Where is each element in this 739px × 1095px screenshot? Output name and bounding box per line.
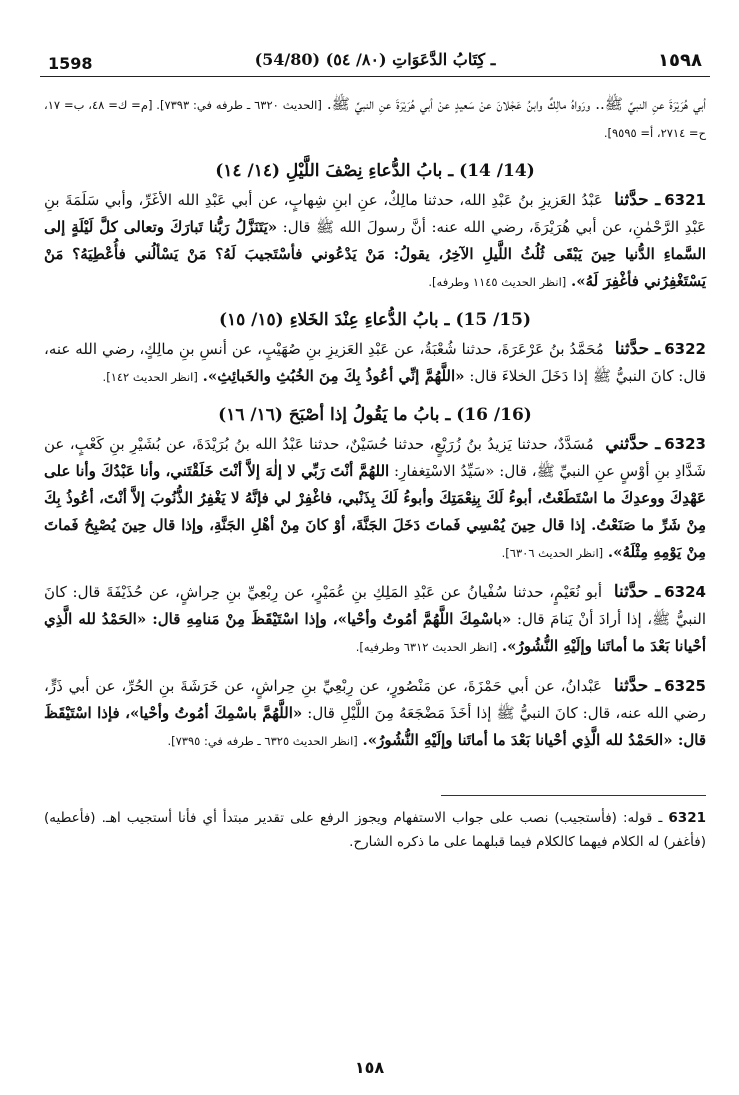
hadith-number: 6321	[664, 191, 706, 209]
hadith-matn: «باسْمِكَ اللَّهُمَّ أمُوتُ وأحْيا»، وإذا اسْتَيْقَظَ مِنْ مَنامِهِ قال: «الحَمْدُ لله الَّذِي أحْيانا بَعْدَ ما أماتَنا وإلَيْهِ النُّشُورُ».	[44, 610, 706, 655]
hadith-chain: أبو نُعَيْمٍ، حدثنا سُفْيانُ عن عَبْدِ المَلِكِ بنِ عُمَيْرٍ، عن رِبْعِيِّ بنِ حِراشٍ، عن حُذَيْفَةَ قال: كانَ النبيُّ ﷺ، إذا أرادَ أنْ يَنامَ قال:	[44, 583, 706, 628]
chapter-heading-15: (15/ 15) ـ بابُ الدُّعاءِ عِنْدَ الخَلاءِ (١٥/ ١٥)	[218, 310, 532, 330]
hadith-matn: «اللَّهُمَّ إنِّي أعُوذُ بِكَ مِنَ الخُبُثِ والخَبائِثِ».	[202, 367, 465, 385]
page-header	[40, 40, 710, 77]
hadith-reference: [انظر الحديث ٦٣٠٦].	[501, 546, 604, 560]
hadith-chain: عَبْدُ العَزيزِ بنُ عَبْدِ الله، حدثنا مالِكٌ، عنِ ابنِ شِهابٍ، عن أبي عَبْدِ الله الأغَرِّ، وأبي سَلَمَةَ بنِ عَبْدِ الرَّحْمٰنِ، عن أبي هُرَيْرَةَ، رضي الله عنه: أنَّ رسولَ الله ﷺ قال:	[44, 191, 706, 236]
hadith-number: 6322	[664, 340, 706, 358]
hadith-6322	[44, 336, 706, 391]
footnote-text: ـ قوله: (فأستجيب) نصب على جواب الاستفهام ويجوز الرفع على تقدير مبتدأ أي فأنا أستجيب اهـ. (فأعطيه) (فأغفر) له الكلام فيهما كالكلام فيما قبلهما على ما ذكره الشارح.	[44, 810, 706, 850]
hadith-reference: [انظر الحديث ١٤٢].	[102, 370, 198, 384]
footnote-number: 6321	[668, 810, 706, 826]
page-number-arabic: ١٥٩٨	[658, 50, 702, 71]
intro-text: أبي هُرَيْرَةَ عنِ النبيِّ ﷺ.. ورَواهُ مالِكٌ وابنُ عَجْلانَ عنْ سَعيدٍ عنْ أبي هُرَيْرَةَ عنِ النبيِّ ﷺ.	[326, 95, 707, 113]
hadith-reference: [انظر الحديث ٦٣٢٥ ـ طرفه في: ٧٣٩٥].	[167, 734, 358, 748]
footnote-separator	[441, 795, 706, 796]
hadith-matn: «اللَّهُمَّ باسْمِكَ أمُوتُ وأحْيا»، فإذا اسْتَيْقَظَ قال: «الحَمْدُ لله الَّذِي أحْيانا بَعْدَ ما أماتَنا وإلَيْهِ النُّشُورُ».	[44, 704, 706, 749]
hadith-chain: مُسَدَّدٌ، حدثنا يَزيدُ بنُ زُرَيْعٍ، حدثنا حُسَيْنٌ، حدثنا عَبْدُ الله بنُ بُرَيْدَةَ، عن بُشَيْرِ بنِ كَعْبٍ، عن شَدَّادِ بنِ أوْسٍ عنِ النبيِّ ﷺ، قال: «سَيِّدُ الاسْتِغفارِ:	[44, 435, 706, 480]
hadith-6324	[44, 579, 706, 661]
footnote	[44, 806, 706, 854]
hadith-6321	[44, 187, 706, 296]
running-title: (54/80) ـ كِتَابُ الدَّعَوَاتِ (٨٠/ ٥٤)	[254, 50, 496, 69]
hadith-number: 6325	[664, 677, 706, 695]
hadith-matn: «يَتَنَزَّلُ رَبُّنا تَبارَكَ وتعالى كلَّ لَيْلَةٍ إلى السَّماءِ الدُّنيا حِينَ يَبْقَى ثُلُثُ اللَّيلِ الآخِرُ، يقولُ: مَنْ يَدْعُوني فأسْتَجيبَ لَهُ؟ مَنْ يَسْألُني فأُعْطِيَهُ؟ مَنْ يَسْتَغْفِرُني فأغْفِرَ لَهُ».	[44, 218, 706, 290]
hadith-reference: [انظر الحديث ١١٤٥ وطرفه].	[428, 275, 567, 289]
chapter-heading-14: (14/ 14) ـ بابُ الدُّعاءِ نِصْفَ اللَّيْلِ (١٤/ ١٤)	[215, 161, 535, 181]
hadith-6325	[44, 673, 706, 755]
hadith-opener: ـ حدَّثنا	[614, 190, 661, 210]
hadith-opener: ـ حدَّثنا	[613, 582, 661, 602]
hadith-opener: ـ حدَّثني	[605, 434, 661, 454]
page-content	[40, 91, 710, 854]
hadith-opener: ـ حدَّثنا	[614, 339, 661, 359]
hadith-chain: مُحَمَّدُ بنُ عَرْعَرَةَ، حدثنا شُعْبَةُ، عن عَبْدِ العَزيزِ بنِ صُهَيْبٍ، عن أنسِ بنِ مالِكٍ، رضي الله عنه، قال: كانَ النبيُّ ﷺ إذا دَخَلَ الخلاءَ قال:	[44, 340, 706, 385]
hadith-opener: ـ حدَّثنا	[613, 676, 661, 696]
hadith-number: 6323	[664, 435, 706, 453]
document-page	[40, 40, 710, 854]
page-number-latin: 1598	[48, 54, 93, 73]
chapter-heading-16: (16/ 16) ـ بابُ ما يَقُولُ إذا أصْبَحَ (١٦/ ١٦)	[218, 405, 532, 425]
page-footer-number: ١٥٨	[354, 1058, 385, 1077]
intro-paragraph	[44, 91, 706, 147]
hadith-matn: اللهُمَّ أنْتَ رَبِّي لا إلٰهَ إلاَّ أنْتَ خَلَقْتَني، وأنا عَبْدُكَ وأنا على عَهْدِكَ ووعدِكَ ما اسْتَطَعْتُ، أبوءُ لَكَ بِنِعْمَتِكَ وأبوءُ لَكَ بِذَنْبي، فاغْفِرْ لي فإنَّهُ لا يَغْفِرُ الذُّنُوبَ إلاَّ أنْتَ، أعُوذُ بِكَ مِنْ شَرِّ ما صَنَعْتُ. إذا قال حِينَ يُمْسِي فَماتَ دَخَلَ الجَنَّةَ، أوْ كانَ مِنْ أهْلِ الجَنَّةِ، وإذا قال حِينَ يُصْبِحُ فَماتَ مِنْ يَوْمِهِ مِثْلَهُ».	[44, 462, 706, 561]
hadith-chain: عَبْدانُ، عن أبي حَمْزَةَ، عن مَنْصُورٍ، عن رِبْعِيِّ بنِ حِراشٍ، عن خَرَشَةَ بنِ الحُرِّ، عن أبي ذَرٍّ، رضي الله عنه، قال: كانَ النبيُّ ﷺ إذا أخَذَ مَضْجَعَهُ مِنَ اللَّيْلِ قال:	[44, 677, 706, 722]
hadith-number: 6324	[664, 583, 706, 601]
hadith-reference: [انظر الحديث ٦٣١٢ وطرفيه].	[355, 640, 498, 654]
intro-reference: [الحديث ٦٣٢٠ ـ طرفه في: ٧٣٩٣]. [م= ك= ٤٨، ب= ١٧، ح= ٢٧١٤، أ= ٩٥٩٥].	[44, 98, 706, 140]
hadith-6323	[44, 431, 706, 567]
